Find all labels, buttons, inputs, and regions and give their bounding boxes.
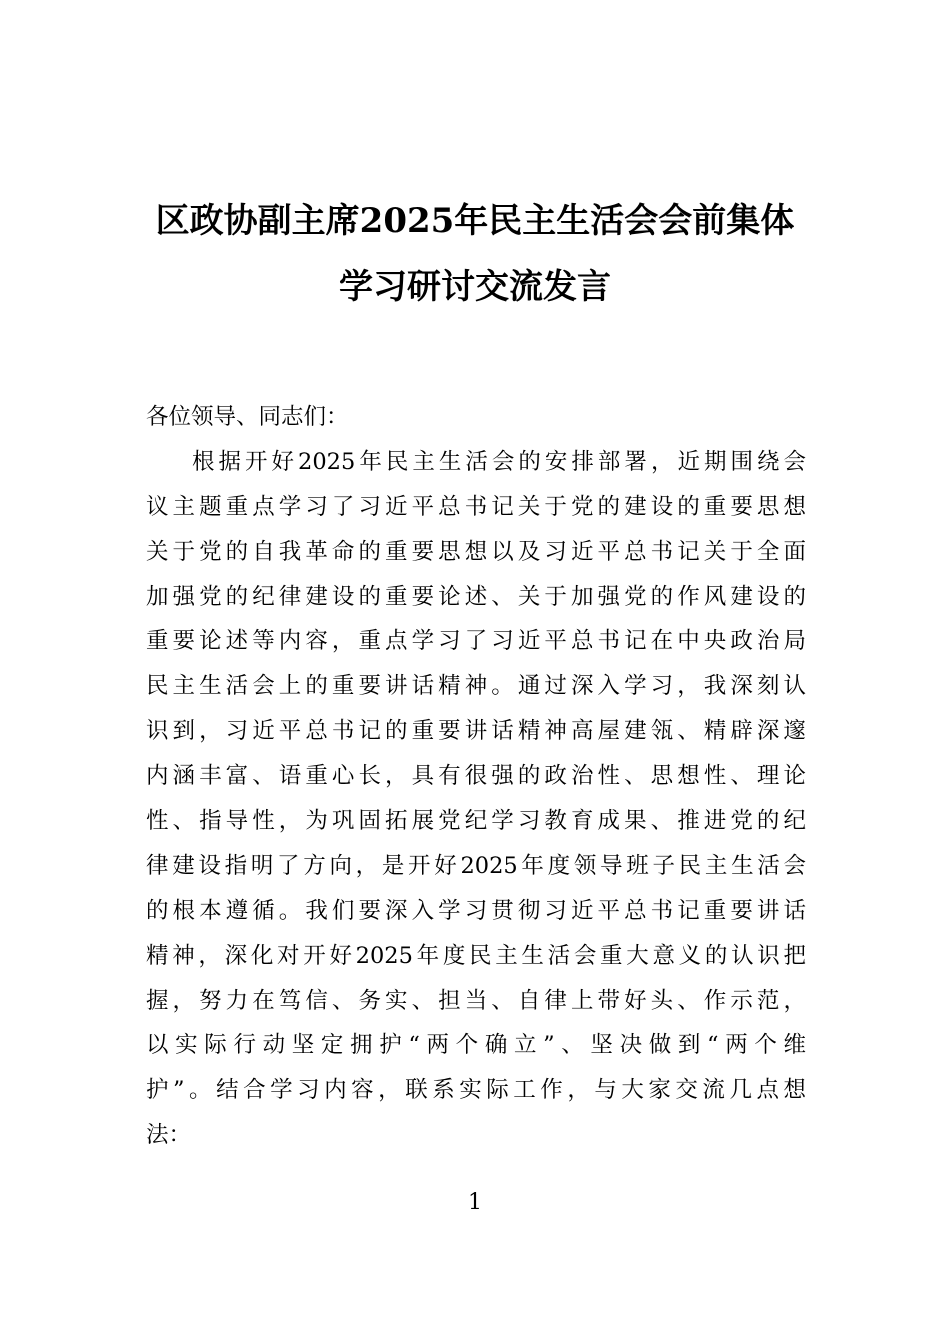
body-paragraph: [146, 440, 806, 1158]
paragraph-line: 的根本遵循。我们要深入学习贯彻习近平总书记重要讲话: [146, 897, 806, 924]
paragraph-line: 护”。结合学习内容，联系实际工作，与大家交流几点想: [146, 1077, 806, 1104]
paragraph-line: 识到，习近平总书记的重要讲话精神高屋建瓴、精辟深邃: [146, 718, 806, 745]
paragraph-line: 重要论述等内容，重点学习了习近平总书记在中央政治局: [146, 628, 806, 655]
page-number: 1: [468, 1190, 482, 1215]
paragraph-line: 关于党的自我革命的重要思想以及习近平总书记关于全面: [146, 538, 806, 565]
paragraph-line: 以实际行动坚定拥护“两个确立”、坚决做到“两个维: [146, 1032, 806, 1059]
document-body: [146, 395, 806, 1158]
paragraph-line: 法：: [146, 1122, 192, 1149]
paragraph-line: 民主生活会上的重要讲话精神。通过深入学习，我深刻认: [146, 673, 806, 700]
paragraph-line: 精神，深化对开好2025年度民主生活会重大意义的认识把: [146, 942, 806, 969]
title-line-1: 区政协副主席2025年民主生活会会前集体: [155, 201, 795, 241]
paragraph-line: 内涵丰富、语重心长，具有很强的政治性、思想性、理论: [146, 763, 806, 790]
paragraph-line: 握，努力在笃信、务实、担当、自律上带好头、作示范，: [146, 987, 806, 1014]
title-line-2: 学习研讨交流发言: [339, 267, 611, 307]
paragraph-line: 加强党的纪律建设的重要论述、关于加强党的作风建设的: [146, 583, 806, 610]
document-title: [120, 188, 830, 320]
paragraph-line: 根据开好2025年民主生活会的安排部署，近期围绕会: [192, 448, 806, 475]
paragraph-line: 律建设指明了方向，是开好2025年度领导班子民主生活会: [146, 852, 806, 879]
salutation: 各位领导、同志们：: [146, 404, 349, 430]
paragraph-line: 议主题重点学习了习近平总书记关于党的建设的重要思想: [146, 493, 806, 520]
paragraph-line: 性、指导性，为巩固拓展党纪学习教育成果、推进党的纪: [146, 808, 806, 835]
